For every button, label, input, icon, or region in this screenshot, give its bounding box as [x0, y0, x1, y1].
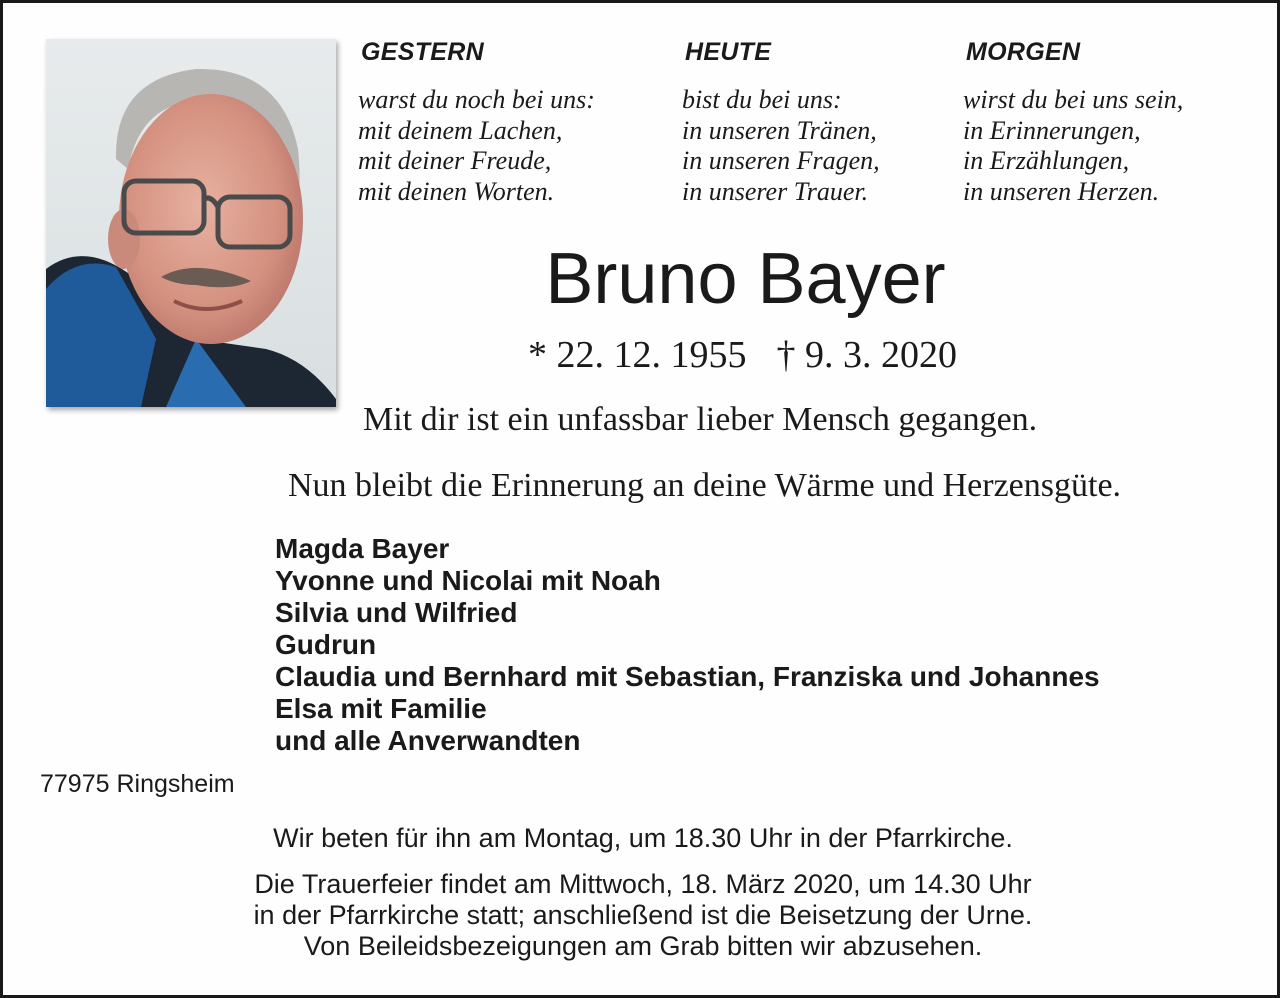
verse-line: mit deinem Lachen, — [358, 115, 563, 145]
mourner-name: Gudrun — [275, 629, 377, 660]
mourner-name: Yvonne und Nicolai mit Noah — [275, 565, 661, 596]
portrait-photo — [46, 39, 336, 407]
column-gestern — [358, 37, 595, 207]
mourner-name: Elsa mit Familie — [275, 693, 487, 724]
death-date: † 9. 3. 2020 — [776, 334, 957, 376]
verse-line: wirst du bei uns sein, — [963, 85, 1184, 114]
column-heute — [682, 37, 880, 207]
verse-line: in Erzählungen, — [963, 146, 1130, 175]
life-dates — [528, 333, 957, 377]
funeral-line: Die Trauerfeier findet am Mittwoch, 18. März 2020, um 14.30 Uhr — [254, 869, 1032, 899]
prayer-line: Wir beten für ihn am Montag, um 18.30 Uhr in der Pfarrkirche. — [273, 823, 1013, 853]
prayer-notice — [3, 823, 1280, 854]
birth-date: * 22. 12. 1955 — [528, 334, 747, 376]
verse-line: mit deinen Worten. — [358, 176, 555, 206]
verse-line: in unserer Trauer. — [682, 176, 869, 206]
column-heading: MORGEN — [966, 38, 1081, 66]
funeral-line: Von Beileidsbezeigungen am Grab bitten wir abzusehen. — [303, 931, 983, 961]
verse-line: in Erinnerungen, — [963, 115, 1141, 145]
verse-line: in unseren Fragen, — [682, 146, 880, 175]
column-heading: HEUTE — [685, 38, 772, 66]
tribute-line-1: Mit dir ist ein unfassbar lieber Mensch gegangen. — [363, 401, 1038, 438]
mourners-list — [275, 533, 1100, 757]
verse-line: in unseren Herzen. — [963, 176, 1160, 206]
mourner-name: Magda Bayer — [275, 533, 450, 564]
funeral-notice — [3, 869, 1280, 962]
mourner-name: Claudia und Bernhard mit Sebastian, Franziska und Johannes — [275, 661, 1100, 692]
place-line: 77975 Ringsheim — [40, 770, 235, 798]
verse-line: in unseren Tränen, — [682, 115, 877, 145]
verse-line: mit deiner Freude, — [358, 146, 552, 175]
verse-line: warst du noch bei uns: — [358, 85, 595, 114]
deceased-name: Bruno Bayer — [545, 239, 946, 319]
column-morgen — [963, 37, 1183, 207]
verse-line: bist du bei uns: — [682, 85, 842, 114]
mourner-name: und alle Anverwandten — [275, 725, 581, 756]
column-heading: GESTERN — [361, 38, 484, 66]
mourner-name: Silvia und Wilfried — [275, 597, 518, 628]
funeral-line: in der Pfarrkirche statt; anschließend ist die Beisetzung der Urne. — [253, 900, 1033, 930]
tribute-line-2: Nun bleibt die Erinnerung an deine Wärme und Herzensgüte. — [288, 467, 1122, 504]
